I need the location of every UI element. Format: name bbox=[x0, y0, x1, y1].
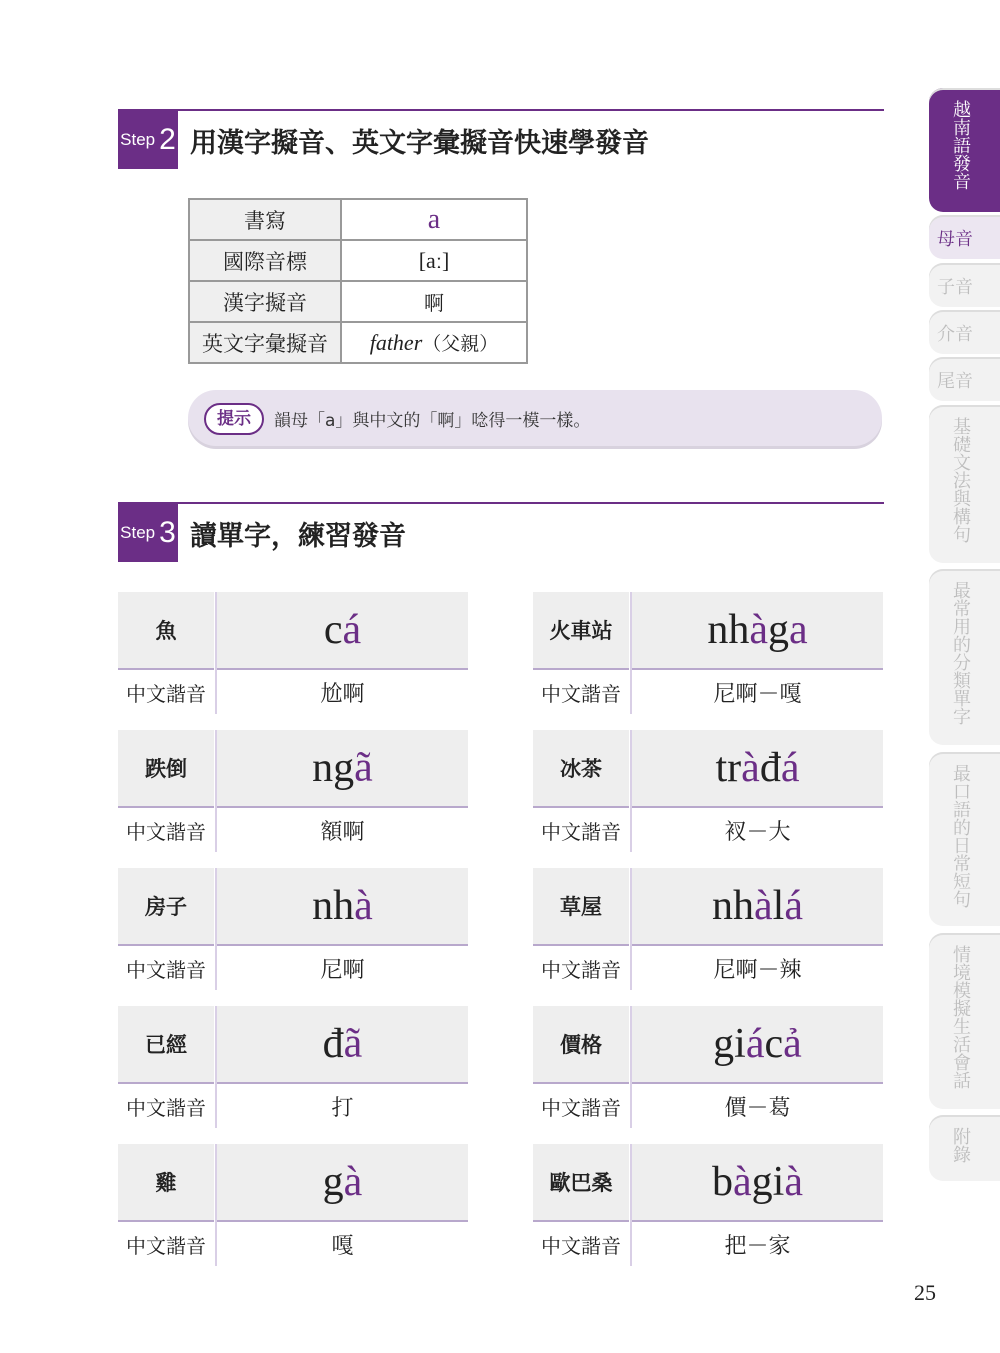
homophone-value: 尼啊－嘎 bbox=[713, 681, 802, 707]
tab-medials[interactable] bbox=[929, 310, 1000, 354]
vocab-meaning: 已經 bbox=[118, 1006, 214, 1084]
tab-finals[interactable] bbox=[929, 357, 1000, 401]
tab-situational-conversation[interactable] bbox=[929, 933, 1000, 1109]
step2-title: 用漢字擬音、英文字彙擬音快速學發音 bbox=[190, 128, 649, 159]
row-label: 英文字彙擬音 bbox=[189, 322, 341, 363]
step-number: 3 bbox=[159, 516, 176, 549]
step-word: Step bbox=[120, 523, 156, 542]
homophone-value: 尬啊 bbox=[320, 681, 365, 707]
tab-label: 最口語的日常短句 bbox=[950, 764, 971, 908]
homophone-value: 打 bbox=[331, 1095, 354, 1121]
step3-title: 讀單字，練習發音 bbox=[190, 521, 406, 552]
tab-vietnamese-pronunciation[interactable] bbox=[929, 88, 1000, 212]
homophone-value: 尼啊－辣 bbox=[713, 957, 802, 983]
tab-label: 基礎文法與構句 bbox=[950, 417, 971, 543]
vocab-word: n h à g a bbox=[632, 592, 883, 670]
row-value: 啊 bbox=[341, 281, 527, 322]
vocab-card bbox=[533, 592, 883, 714]
table-row bbox=[189, 322, 527, 363]
step-word: Step bbox=[120, 130, 156, 149]
vocab-meaning: 價格 bbox=[533, 1006, 629, 1084]
vocab-meaning: 歐巴桑 bbox=[533, 1144, 629, 1222]
homophone-label: 中文諧音 bbox=[541, 1233, 621, 1258]
vocab-card bbox=[533, 1144, 883, 1266]
pronunciation-table bbox=[188, 198, 528, 364]
table-row bbox=[189, 240, 527, 281]
vocab-card bbox=[118, 868, 468, 990]
homophone-value: 尼啊 bbox=[320, 957, 365, 983]
tab-label: 越南語發音 bbox=[950, 100, 971, 190]
row-value: a bbox=[341, 199, 527, 240]
homophone-value: 衩－大 bbox=[724, 819, 791, 845]
tab-common-vocabulary[interactable] bbox=[929, 569, 1000, 745]
tab-label: 尾音 bbox=[937, 371, 973, 392]
row-label: 漢字擬音 bbox=[189, 281, 341, 322]
homophone-value: 把－家 bbox=[724, 1233, 791, 1259]
table-row bbox=[189, 281, 527, 322]
step2-header bbox=[118, 109, 884, 169]
vocab-word: g i á c ả bbox=[632, 1006, 883, 1084]
vocab-meaning: 房子 bbox=[118, 868, 214, 946]
vocab-card bbox=[118, 1006, 468, 1128]
vocab-word: n g ã bbox=[217, 730, 468, 808]
vocab-word: g à bbox=[217, 1144, 468, 1222]
vocab-meaning: 跌倒 bbox=[118, 730, 214, 808]
vocab-word: đ ã bbox=[217, 1006, 468, 1084]
homophone-label: 中文諧音 bbox=[126, 681, 206, 706]
homophone-label: 中文諧音 bbox=[541, 819, 621, 844]
vocab-card bbox=[118, 592, 468, 714]
step3-header bbox=[118, 502, 884, 562]
homophone-label: 中文諧音 bbox=[126, 819, 206, 844]
homophone-value: 價－葛 bbox=[724, 1095, 791, 1121]
vocab-card bbox=[533, 730, 883, 852]
english-word: father bbox=[369, 330, 423, 355]
row-label: 書寫 bbox=[189, 199, 341, 240]
vocab-word: t r à đ á bbox=[632, 730, 883, 808]
tab-consonants[interactable] bbox=[929, 263, 1000, 307]
step3-badge bbox=[118, 504, 178, 562]
vocab-meaning: 雞 bbox=[118, 1144, 214, 1222]
tab-basic-grammar[interactable] bbox=[929, 405, 1000, 563]
english-word-meaning: （父親） bbox=[422, 333, 499, 355]
vocab-card bbox=[118, 730, 468, 852]
vocab-meaning: 魚 bbox=[118, 592, 214, 670]
vocab-meaning: 火車站 bbox=[533, 592, 629, 670]
tip-text: 韻母「a」與中文的「啊」唸得一模一樣。 bbox=[274, 411, 591, 431]
vocab-card bbox=[533, 1006, 883, 1128]
tab-daily-phrases[interactable] bbox=[929, 752, 1000, 926]
homophone-label: 中文諧音 bbox=[126, 1095, 206, 1120]
row-value: [aː] bbox=[341, 240, 527, 281]
tab-appendix[interactable] bbox=[929, 1115, 1000, 1181]
tab-vowels[interactable] bbox=[929, 215, 1000, 259]
homophone-label: 中文諧音 bbox=[126, 957, 206, 982]
vocab-word: n h à l á bbox=[632, 868, 883, 946]
row-value bbox=[341, 322, 527, 363]
tab-label: 子音 bbox=[937, 277, 973, 298]
vocab-word: c á bbox=[217, 592, 468, 670]
tab-label: 最常用的分類單字 bbox=[950, 581, 971, 725]
homophone-value: 嘎 bbox=[331, 1233, 354, 1259]
tab-label: 情境模擬生活會話 bbox=[950, 945, 971, 1089]
tab-label: 介音 bbox=[937, 324, 973, 345]
vocab-word: b à g i à bbox=[632, 1144, 883, 1222]
table-row bbox=[189, 199, 527, 240]
tab-label: 母音 bbox=[937, 229, 973, 250]
homophone-value: 額啊 bbox=[320, 819, 365, 845]
homophone-label: 中文諧音 bbox=[126, 1233, 206, 1258]
vocab-meaning: 草屋 bbox=[533, 868, 629, 946]
vocab-card bbox=[118, 1144, 468, 1266]
homophone-label: 中文諧音 bbox=[541, 957, 621, 982]
row-label: 國際音標 bbox=[189, 240, 341, 281]
vocab-meaning: 冰茶 bbox=[533, 730, 629, 808]
page-number: 25 bbox=[914, 1280, 936, 1305]
step-number: 2 bbox=[159, 123, 176, 156]
tip-box bbox=[188, 390, 882, 446]
homophone-label: 中文諧音 bbox=[541, 681, 621, 706]
tab-label: 附錄 bbox=[950, 1127, 971, 1163]
vocab-word: n h à bbox=[217, 868, 468, 946]
homophone-label: 中文諧音 bbox=[541, 1095, 621, 1120]
step2-badge bbox=[118, 111, 178, 169]
vocab-card bbox=[533, 868, 883, 990]
tip-badge: 提示 bbox=[204, 403, 264, 435]
